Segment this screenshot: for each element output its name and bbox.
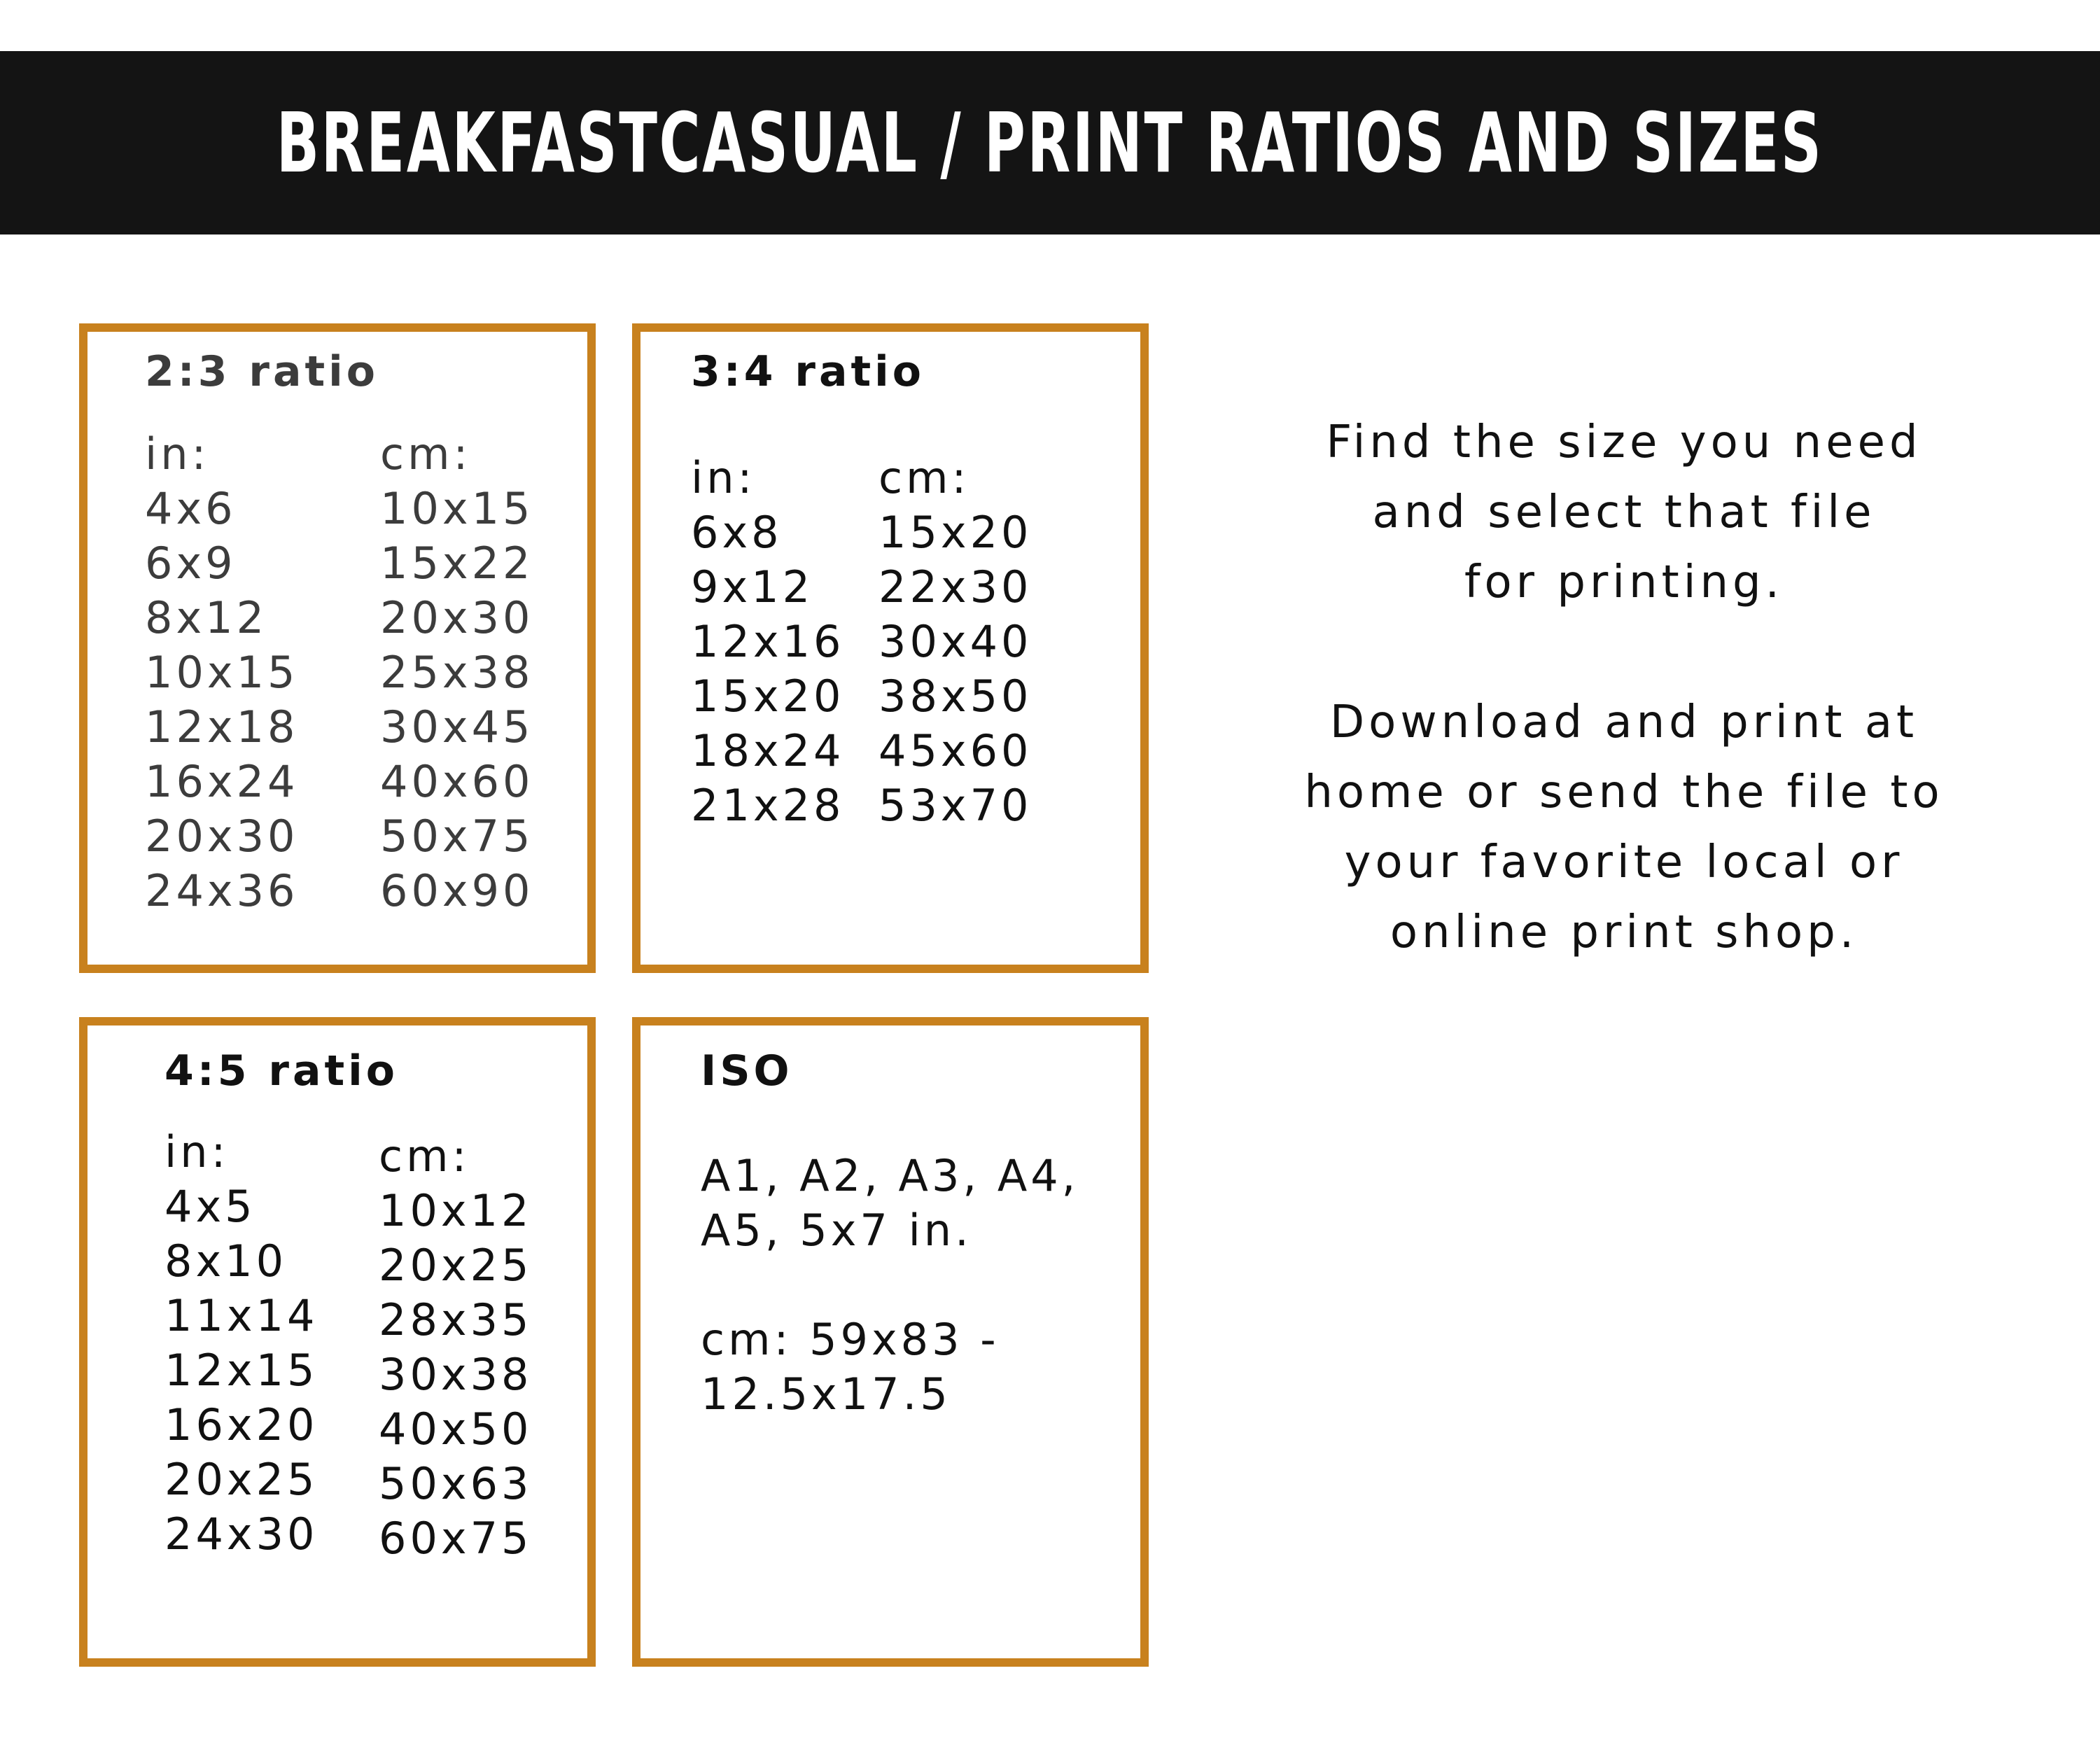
instruction-line: for printing. (1464, 556, 1784, 608)
size-entry: 25x38 (380, 647, 534, 698)
header-banner (0, 51, 2100, 234)
card-heading: 4:5 ratio (164, 1046, 398, 1096)
instructions-paragraph-2 (1260, 687, 1988, 967)
cm-column (380, 427, 533, 918)
card-heading: ISO (701, 1046, 793, 1096)
page-title: BREAKFASTCASUAL / PRINT RATIOS AND SIZES (276, 94, 1823, 191)
size-entry: 10x12 (379, 1185, 533, 1236)
instruction-line: and select that file (1372, 486, 1876, 538)
size-entry: 60x75 (379, 1513, 533, 1564)
size-entry: 45x60 (878, 725, 1032, 776)
size-entry: 50x63 (379, 1458, 533, 1509)
iso-cm-range (701, 1312, 1000, 1422)
size-entry: 40x50 (379, 1404, 533, 1455)
instruction-line: your favorite local or (1344, 836, 1904, 888)
ratio-4-5-card (79, 1017, 596, 1667)
size-entry: 20x30 (380, 592, 534, 643)
size-entry: 9x12 (691, 561, 814, 612)
instruction-line: Find the size you need (1326, 416, 1922, 468)
size-entry: 4x5 (164, 1181, 256, 1232)
size-entry: 53x70 (878, 780, 1032, 831)
cm-label: cm: (878, 452, 970, 503)
size-entry: 16x24 (145, 756, 299, 807)
size-entry: 12x18 (145, 701, 299, 752)
inches-column (145, 427, 298, 918)
size-entry: 15x22 (380, 538, 534, 589)
in-label: in: (164, 1126, 230, 1177)
size-entry: 6x9 (145, 538, 237, 589)
size-entry: 10x15 (380, 483, 534, 534)
size-entry: 18x24 (691, 725, 845, 776)
iso-card (632, 1017, 1149, 1667)
size-entry: 38x50 (878, 671, 1032, 722)
size-entry: 20x25 (164, 1454, 318, 1505)
size-entry: 8x10 (164, 1236, 288, 1287)
size-entry: 30x45 (380, 701, 534, 752)
cm-label: cm: (380, 428, 472, 479)
ratio-3-4-card (632, 323, 1149, 973)
size-entry: 40x60 (380, 756, 534, 807)
size-entry: 30x38 (379, 1349, 533, 1400)
size-entry: 16x20 (164, 1399, 318, 1450)
size-entry: 4x6 (145, 483, 237, 534)
size-entry: 24x36 (145, 865, 299, 916)
inches-column (164, 1125, 318, 1562)
size-entry: 12x16 (691, 616, 845, 667)
size-entry: 20x25 (379, 1240, 533, 1291)
iso-cm-line: cm: 59x83 - (701, 1314, 1000, 1365)
size-entry: 6x8 (691, 507, 783, 558)
iso-cm-line: 12.5x17.5 (701, 1368, 951, 1420)
cm-column (379, 1129, 532, 1566)
ratio-2-3-card (79, 323, 596, 973)
instruction-line: online print shop. (1390, 906, 1858, 958)
instruction-line: Download and print at (1329, 696, 1919, 748)
size-entry: 15x20 (878, 507, 1032, 558)
iso-sizes (701, 1149, 1079, 1258)
size-entry: 12x15 (164, 1345, 318, 1396)
size-entry: 21x28 (691, 780, 845, 831)
in-label: in: (691, 452, 756, 503)
size-entry: 10x15 (145, 647, 299, 698)
size-entry: 28x35 (379, 1294, 533, 1345)
instruction-line: home or send the file to (1304, 766, 1944, 818)
card-heading: 2:3 ratio (145, 347, 379, 396)
card-heading: 3:4 ratio (691, 347, 925, 396)
size-entry: 20x30 (145, 811, 299, 862)
size-entry: 50x75 (380, 811, 534, 862)
size-entry: 8x12 (145, 592, 268, 643)
iso-sizes-line: A1, A2, A3, A4, (701, 1150, 1079, 1201)
instructions-paragraph-1 (1260, 407, 1988, 617)
cm-label: cm: (379, 1130, 470, 1182)
size-entry: 11x14 (164, 1290, 318, 1341)
cm-column (878, 451, 1032, 833)
size-entry: 22x30 (878, 561, 1032, 612)
size-entry: 24x30 (164, 1508, 318, 1560)
iso-sizes-line: A5, 5x7 in. (701, 1205, 972, 1256)
in-label: in: (145, 428, 210, 479)
size-entry: 60x90 (380, 865, 534, 916)
size-entry: 30x40 (878, 616, 1032, 667)
inches-column (691, 451, 844, 833)
size-entry: 15x20 (691, 671, 845, 722)
